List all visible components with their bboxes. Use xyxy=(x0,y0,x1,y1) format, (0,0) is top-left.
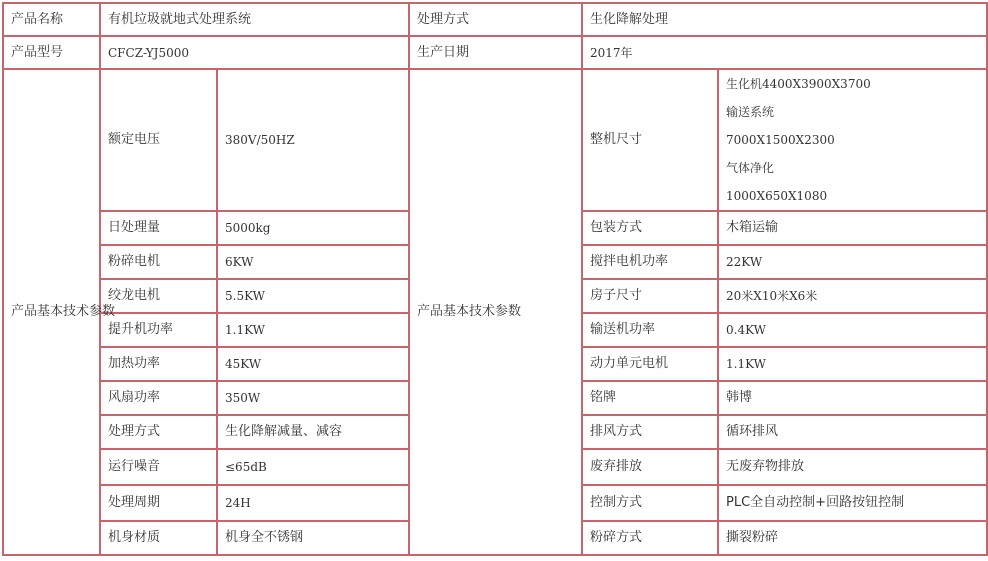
param-name: 额定电压 xyxy=(100,69,217,211)
value-cell: CFCZ-YJ5000 xyxy=(100,36,409,69)
param-value: 木箱运输 xyxy=(718,211,987,245)
param-name: 加热功率 xyxy=(100,347,217,381)
param-name: 提升机功率 xyxy=(100,313,217,347)
param-value: 1.1KW xyxy=(718,347,987,381)
param-name: 排风方式 xyxy=(582,415,718,449)
param-name: 粉碎电机 xyxy=(100,245,217,279)
param-value: 循环排风 xyxy=(718,415,987,449)
dimension-line: 生化机4400X3900X3700 xyxy=(726,77,871,91)
param-name: 包装方式 xyxy=(582,211,718,245)
param-value: 0.4KW xyxy=(718,313,987,347)
param-value: PLC全自动控制+回路按钮控制 xyxy=(718,485,987,521)
param-name: 铭牌 xyxy=(582,381,718,415)
param-name: 控制方式 xyxy=(582,485,718,521)
param-value: 20米X10米X6米 xyxy=(718,279,987,313)
param-value: 5000kg xyxy=(217,211,409,245)
table-row xyxy=(3,3,987,36)
param-name: 机身材质 xyxy=(100,521,217,555)
value-cell: 有机垃圾就地式处理系统 xyxy=(100,3,409,36)
param-name: 整机尺寸 xyxy=(582,69,718,211)
param-value: 5.5KW xyxy=(217,279,409,313)
param-value: 22KW xyxy=(718,245,987,279)
value-cell: 生化降解处理 xyxy=(582,3,987,36)
param-name: 动力单元电机 xyxy=(582,347,718,381)
section-label-mid: 产品基本技术参数 xyxy=(409,69,582,555)
param-name: 输送机功率 xyxy=(582,313,718,347)
param-name: 粉碎方式 xyxy=(582,521,718,555)
param-value: 6KW xyxy=(217,245,409,279)
param-name: 搅拌电机功率 xyxy=(582,245,718,279)
dimension-line: 7000X1500X2300 xyxy=(726,133,835,147)
param-value: 350W xyxy=(217,381,409,415)
param-name: 处理方式 xyxy=(100,415,217,449)
param-value: 380V/50HZ xyxy=(217,69,409,211)
param-name: 处理周期 xyxy=(100,485,217,521)
param-value: 无废弃物排放 xyxy=(718,449,987,485)
param-name: 日处理量 xyxy=(100,211,217,245)
section-label-left: 产品基本技术参数 xyxy=(3,69,100,555)
param-name: 风扇功率 xyxy=(100,381,217,415)
dimension-lines xyxy=(718,69,987,211)
table-row xyxy=(3,36,987,69)
dimension-line: 气体净化 xyxy=(726,161,775,175)
label-cell: 产品型号 xyxy=(3,36,100,69)
spec-table xyxy=(2,2,988,556)
dimension-line: 输送系统 xyxy=(726,105,775,119)
param-name: 废弃排放 xyxy=(582,449,718,485)
label-cell: 产品名称 xyxy=(3,3,100,36)
param-name: 运行噪音 xyxy=(100,449,217,485)
label-cell: 生产日期 xyxy=(409,36,582,69)
param-value: 韩博 xyxy=(718,381,987,415)
param-value: 机身全不锈钢 xyxy=(217,521,409,555)
table-row xyxy=(3,69,987,211)
dimension-line: 1000X650X1080 xyxy=(726,189,828,203)
param-value: 24H xyxy=(217,485,409,521)
param-value: 撕裂粉碎 xyxy=(718,521,987,555)
param-name: 房子尺寸 xyxy=(582,279,718,313)
param-value: ≤65dB xyxy=(217,449,409,485)
param-name: 绞龙电机 xyxy=(100,279,217,313)
param-value: 1.1KW xyxy=(217,313,409,347)
param-value: 生化降解减量、减容 xyxy=(217,415,409,449)
label-cell: 处理方式 xyxy=(409,3,582,36)
param-value: 45KW xyxy=(217,347,409,381)
value-cell: 2017年 xyxy=(582,36,987,69)
